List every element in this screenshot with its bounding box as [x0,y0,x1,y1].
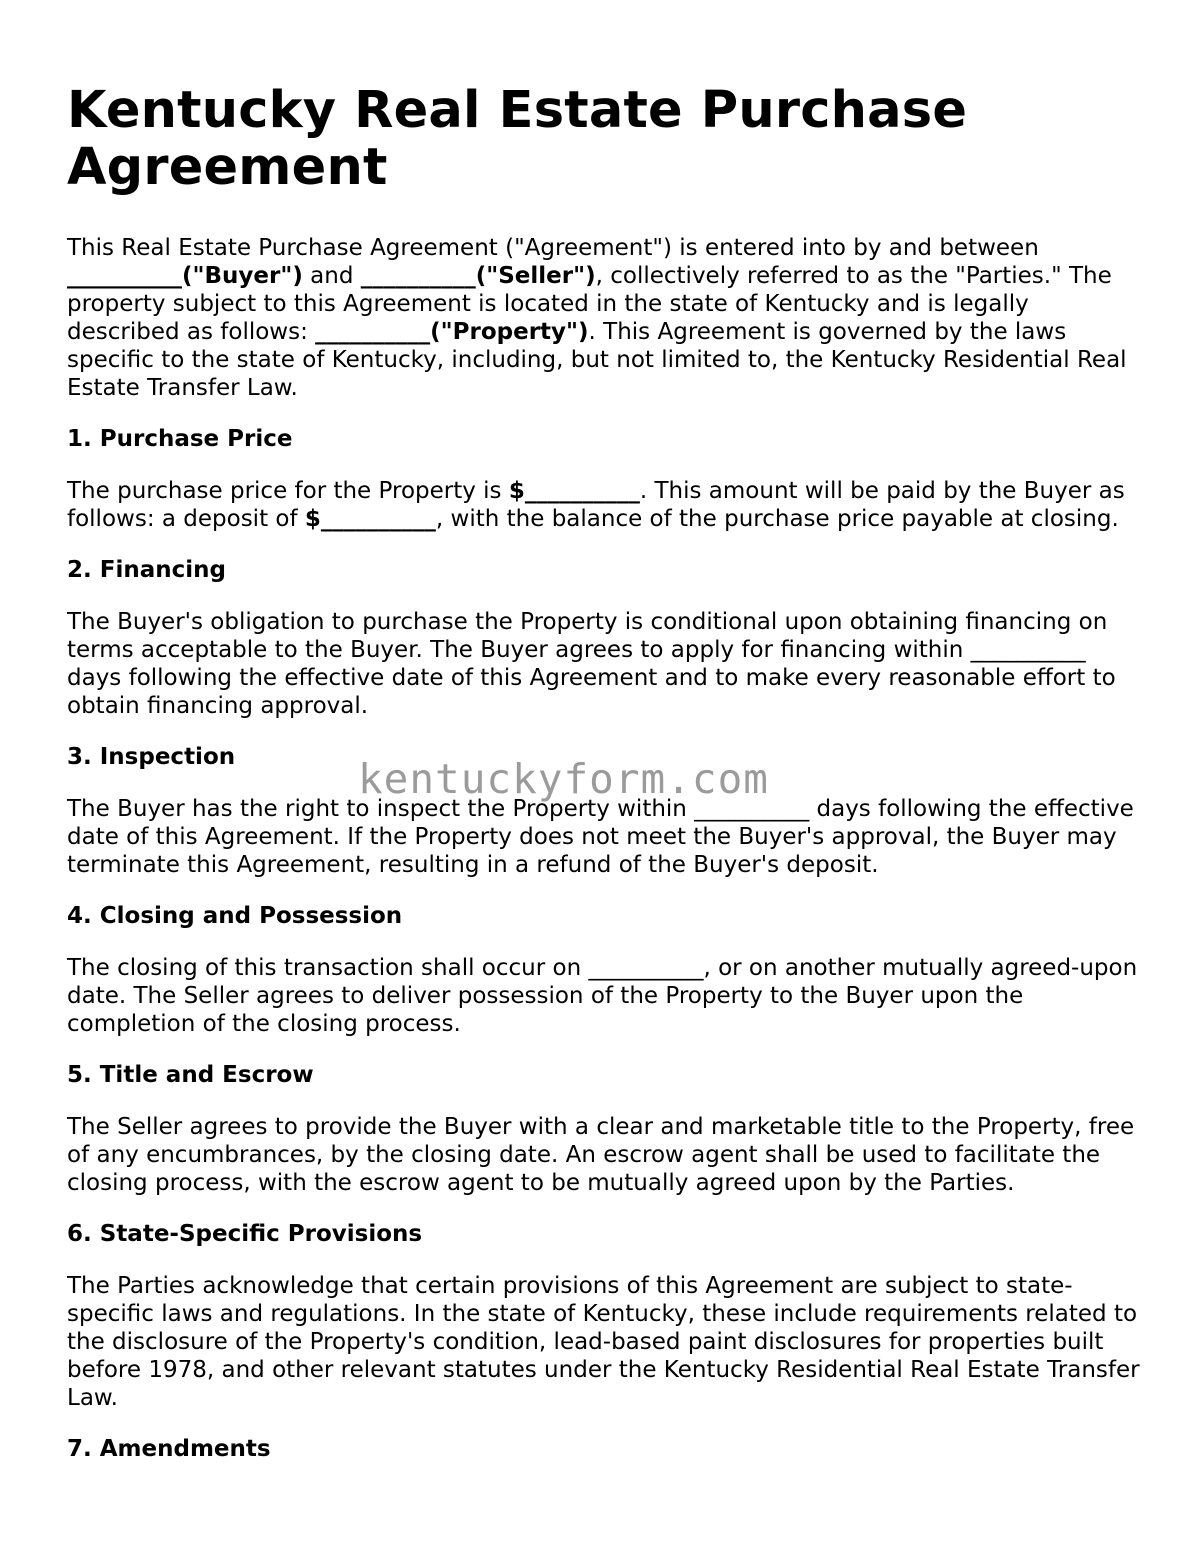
property-blank: __________ [315,319,431,345]
intro-text-3: , collectively referred to as the "Parties." The property subject to this Agreement is located in the state of Kentucky and is legally described as follows: [67,263,1112,345]
property-label: ("Property") [430,319,589,345]
section-body-closing: The closing of this transaction shall occur on __________, or on another mutually agreed-upon date. The Seller agrees to deliver possession of the Property to the Buyer upon the completion of the closing process. [67,955,1138,1037]
seller-blank: __________ [360,263,476,289]
intro-text-2: and [302,263,361,289]
section-body-title-escrow: The Seller agrees to provide the Buyer with a clear and marketable title to the Property, free of any encumbrances, by the closing date. An escrow agent shall be used to facilitate the closing process, with the escrow agent to be mutually agreed upon by the Parties. [67,1114,1135,1196]
purchase-text-1: The purchase price for the Property is [67,478,509,504]
section-heading-purchase-price: 1. Purchase Price [67,426,293,452]
intro-text-4: . This Agreement is governed by the laws specific to the state of Kentucky, including, but not limited to, the Kentucky Residential Real Estate Transfer Law. [67,319,1127,401]
section-heading-amendments: 7. Amendments [67,1436,271,1462]
section-body-purchase-price [67,477,1142,533]
buyer-blank: __________ [67,263,182,289]
section-heading-title-escrow: 5. Title and Escrow [67,1062,314,1088]
deposit-blank: $__________ [304,506,436,532]
document-title: Kentucky Real Estate Purchase Agreement [67,81,968,197]
intro-text-1: This Real Estate Purchase Agreement ("Agreement") is entered into by and between [67,235,1039,261]
seller-label: ("Seller") [475,263,596,289]
section-body-state-provisions: The Parties acknowledge that certain provisions of this Agreement are subject to state-specific laws and regulations. In the state of Kentucky, these include requirements related to the disclosure of the Property's condition, lead-based paint disclosures for properties built before 1978, and other relevant statutes under the Kentucky Residential Real Estate Transfer Law. [67,1273,1140,1411]
purchase-text-3: , with the balance of the purchase price payable at closing. [435,506,1119,532]
section-heading-financing: 2. Financing [67,557,226,583]
section-heading-state-provisions: 6. State-Specific Provisions [67,1221,423,1247]
watermark-text: kentuckyform.com [358,755,769,803]
buyer-label: ("Buyer") [182,263,303,289]
section-heading-inspection: 3. Inspection [67,744,236,770]
section-body-financing: The Buyer's obligation to purchase the Property is conditional upon obtaining financing on terms acceptable to the Buyer. The Buyer agrees to apply for financing within __________ days following the effective date of this Agreement and to make every reasonable effort to obtain financing approval. [67,609,1116,719]
section-body-inspection: The Buyer has the right to inspect the Property within __________ days following the effective date of this Agreement. If the Property does not meet the Buyer's approval, the Buyer may terminate this Agreement, resulting in a refund of the Buyer's deposit. [67,796,1134,878]
section-heading-closing: 4. Closing and Possession [67,903,403,929]
intro-paragraph [67,234,1142,402]
purchase-text-2: . This amount will be paid by the Buyer as follows: a deposit of [67,478,1125,532]
purchase-price-blank: $__________ [508,478,640,504]
